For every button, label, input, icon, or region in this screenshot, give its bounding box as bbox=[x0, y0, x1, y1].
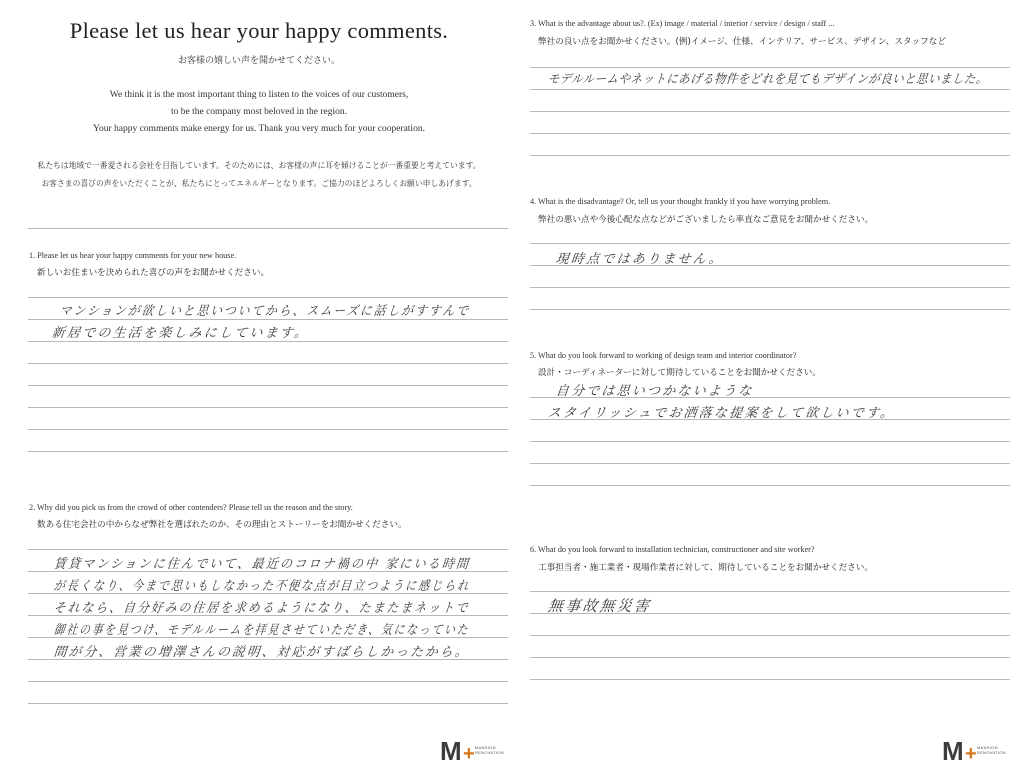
logo-mark: M bbox=[942, 736, 964, 766]
intro-jp-line-2: お客さまの喜びの声をいただくことが、私たちにとってエネルギーとなります。ご協力のほどよろしくお願い申しあげます。 bbox=[41, 179, 477, 188]
logo-text-line-2: RENOVATION bbox=[977, 750, 1006, 755]
answer-5-line-2: スタイリッシュでお洒落な提案をして欲しいです。 bbox=[547, 406, 897, 421]
question-2-en: 2. Why did you pick us from the crowd of other contenders? Please tell us the reason and the story. bbox=[29, 503, 353, 512]
answer-line bbox=[530, 111, 1010, 112]
answer-line bbox=[530, 89, 1010, 90]
answer-2-line-2: が長くなり、今まで思いもしなかった不便な点が目立つように感じられ bbox=[53, 579, 471, 594]
page-subtitle-jp: お客様の嬉しい声を聞かせてください。 bbox=[177, 56, 340, 66]
answer-2-line-5: 間が分、営業の増澤さんの説明、対応がすばらしかったから。 bbox=[53, 645, 471, 660]
answer-line bbox=[530, 591, 1010, 592]
logo-text-line-1: MANSION bbox=[977, 745, 998, 750]
answer-line bbox=[530, 133, 1010, 134]
logo-text-line-1: MANSION bbox=[475, 745, 496, 750]
logo-text-line-2: RENOVATION bbox=[475, 750, 504, 755]
answer-line bbox=[530, 67, 1010, 68]
answer-line bbox=[530, 635, 1010, 636]
answer-line bbox=[530, 679, 1010, 680]
answer-line bbox=[28, 429, 508, 430]
answer-2-line-3: それなら、自分好みの住居を求めるようになり、たまたまネットで bbox=[53, 601, 471, 616]
answer-5-line-1: 自分では思いつかないような bbox=[555, 384, 755, 399]
question-4-en: 4. What is the disadvantage? Or, tell us your thought frankly if you have worrying problem. bbox=[530, 197, 831, 206]
logo-text bbox=[977, 745, 1006, 755]
question-5-jp: 設計・コーディネーターに対して期待していることをお聞かせください。 bbox=[538, 368, 821, 378]
logo-plus: + bbox=[463, 743, 475, 765]
right-column bbox=[518, 0, 1036, 776]
answer-line bbox=[28, 681, 508, 682]
answer-line bbox=[28, 703, 508, 704]
logo-text bbox=[475, 745, 504, 755]
answer-line bbox=[28, 451, 508, 452]
answer-4-line-1: 現時点ではありません。 bbox=[555, 252, 725, 267]
header-divider bbox=[28, 228, 508, 229]
answer-line bbox=[28, 407, 508, 408]
question-5-en: 5. What do you look forward to working of design team and interior coordinator? bbox=[530, 351, 797, 360]
intro-en-line-3: Your happy comments make energy for us. Thank you very much for your cooperation. bbox=[93, 124, 425, 134]
answer-line bbox=[28, 385, 508, 386]
intro-en-line-2: to be the company most beloved in the region. bbox=[171, 107, 347, 117]
brand-logo bbox=[440, 738, 510, 766]
answer-2-line-1: 賃貸マンションに住んでいて、最近のコロナ禍の中 家にいる時間 bbox=[53, 557, 471, 572]
answer-line bbox=[530, 309, 1010, 310]
intro-jp-line-1: 私たちは地域で一番愛される会社を目指しています。そのためには、お客様の声に耳を傾けることが一番重要と考えています。 bbox=[37, 161, 481, 170]
answer-line bbox=[530, 485, 1010, 486]
answer-line bbox=[530, 441, 1010, 442]
question-2-jp: 数ある住宅会社の中からなぜ弊社を選ばれたのか、その理由とストーリーをお聞かせください。 bbox=[37, 520, 407, 530]
answer-2-line-4: 御社の事を見つけ、モデルルームを拝見させていただき、気になっていた bbox=[53, 623, 471, 638]
answer-line bbox=[530, 243, 1010, 244]
answer-1-line-1: マンションが欲しいと思いついてから、スムーズに話しがすすんで bbox=[59, 304, 471, 319]
answer-line bbox=[28, 549, 508, 550]
answer-line bbox=[28, 341, 508, 342]
answer-line bbox=[530, 155, 1010, 156]
question-6-jp: 工事担当者・施工業者・現場作業者に対して、期待していることをお聞かせください。 bbox=[538, 563, 873, 573]
question-3-en: 3. What is the advantage about us?. (Ex) image / material / interior / service / design / staff ... bbox=[530, 19, 835, 28]
question-3-jp: 弊社の良い点をお聞かせください。(例)イメージ、仕様、インテリア、サービス、デザイン、スタッフなど bbox=[538, 37, 946, 47]
answer-line bbox=[28, 363, 508, 364]
logo-plus: + bbox=[965, 743, 977, 765]
intro-en-line-1: We think it is the most important thing to listen to the voices of our customers, bbox=[109, 90, 409, 100]
answer-line bbox=[530, 463, 1010, 464]
logo-mark: M bbox=[440, 736, 462, 766]
question-6-en: 6. What do you look forward to installation technician, constructioner and site worker? bbox=[530, 545, 815, 554]
answer-6-line-1: 無事故無災害 bbox=[547, 597, 653, 615]
question-1-jp: 新しいお住まいを決められた喜びの声をお聞かせください。 bbox=[37, 268, 270, 278]
question-4-jp: 弊社の悪い点や今後心配な点などがございましたら率直なご意見をお聞かせください。 bbox=[538, 215, 874, 225]
answer-line bbox=[28, 319, 508, 320]
answer-line bbox=[530, 287, 1010, 288]
answer-line bbox=[28, 297, 508, 298]
answer-1-line-2: 新居での生活を楽しみにしています。 bbox=[51, 326, 310, 341]
answer-line bbox=[530, 657, 1010, 658]
question-1-en: 1. Please let us hear your happy comments for your new house. bbox=[29, 251, 237, 260]
page-title: Please let us hear your happy comments. bbox=[69, 18, 449, 43]
brand-logo bbox=[942, 738, 1012, 766]
answer-3-line-1: モデルルームやネットにあげる物件をどれを見てもデザインが良いと思いました。 bbox=[547, 71, 989, 86]
